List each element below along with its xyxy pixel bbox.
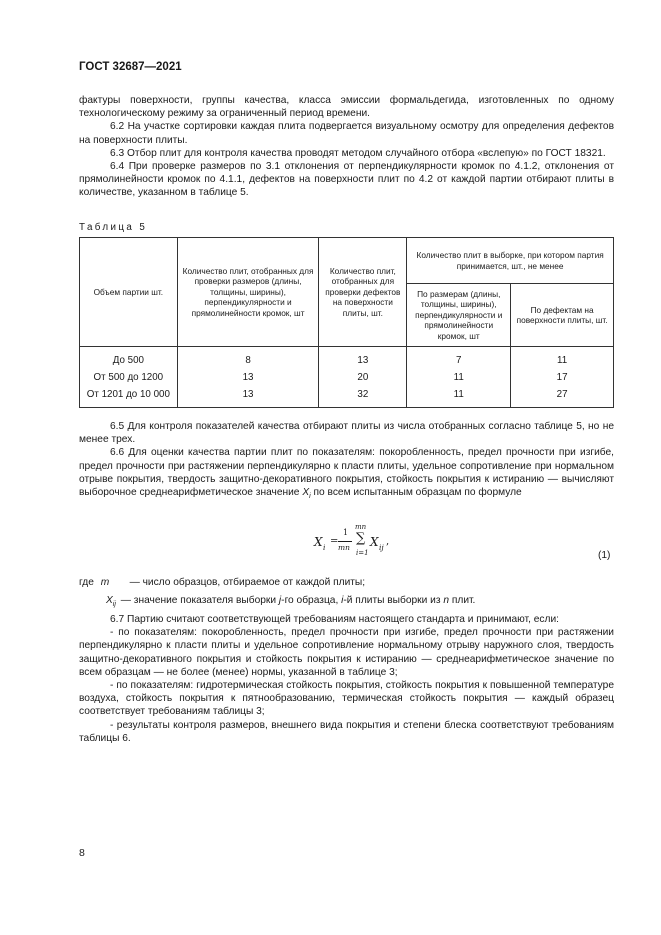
paragraph-6-6 <box>79 446 614 503</box>
header-accept-by-dimensions: По размерам (длины, толщины, ширины), перпендикулярности и прямолинейности кромок, шт <box>407 284 511 347</box>
table-5 <box>79 237 614 408</box>
table-row <box>80 369 614 386</box>
paragraph-6-5: 6.5 Для контроля показателей качества отбирают плиты из числа отобранных согласно таблице 5, но не менее трех. <box>79 421 614 446</box>
formula-rhs-sub: ij <box>379 543 384 552</box>
table-row <box>80 347 614 370</box>
table-cell: 8 <box>177 347 319 370</box>
where-m-var: m <box>100 577 110 588</box>
where-x-text-2: -го образца, <box>281 595 339 606</box>
table-row <box>80 386 614 408</box>
where-m <box>79 576 365 589</box>
paragraph-6-4: 6.4 При проверке размеров по 3.1 отклонения от перпендикулярности кромок по 4.1.2, отклонения от прямолинейности кромок по 4.1.1, дефектов на поверхности плит по 4.2 от каждой партии отбирают плиты в количестве, указанном в таблице 5. <box>79 161 614 199</box>
mean-variable-index: i <box>309 493 311 501</box>
section-6-middle <box>79 420 614 503</box>
formula-sum-symbol: ∑ <box>356 531 366 546</box>
document-header: ГОСТ 32687—2021 <box>79 61 182 73</box>
header-batch-volume: Объем партии шт. <box>80 238 178 347</box>
table-cell: 20 <box>319 369 407 386</box>
formula-number: (1) <box>598 550 611 561</box>
paragraph-6-6-text: 6.6 Для оценки качества партии плит по показателям: покоробленность, предел прочности при изгибе, предел прочности при растяжении перпендикулярно к пласти плиты, удельное сопротивление при нормальном отрыве покрытия, твердость защитно-декоративного покрытия, стойкость покрытия к истиранию — вычисляют выборочное среднеарифметическое значение <box>79 447 614 499</box>
formula-frac-num: 1 <box>343 528 349 537</box>
table-cell: 17 <box>511 369 614 386</box>
bullet-3: - результаты контроля размеров, внешнего вида покрытия и степени блеска соответствуют требованиям таблицы 6. <box>79 719 614 744</box>
where-x-j: j <box>278 595 282 606</box>
formula-comma: , <box>386 536 390 547</box>
paragraph-6-7: 6.7 Партию считают соответствующей требованиям настоящего стандарта и принимают, если: <box>110 614 559 625</box>
formula-lhs-var: X <box>314 535 323 549</box>
table-cell: До 500 <box>80 347 178 370</box>
paragraph-continuation: фактуры поверхности, группы качества, класса эмиссии формальдегида, изготовленных по одному технологическому режиму за ограниченный период времени. <box>79 95 614 120</box>
formula-sum-upper: mn <box>355 523 367 531</box>
table-cell: 11 <box>407 386 511 408</box>
table-cell: 11 <box>511 347 614 370</box>
formula-mean <box>312 523 402 561</box>
table-cell: 32 <box>319 386 407 408</box>
formula-rhs-var: X <box>370 535 379 549</box>
paragraph-6-6-tail: по всем испытанным образцам по формуле <box>313 487 522 499</box>
formula-sum-lower: i=1 <box>356 549 369 557</box>
where-x-text-1: — значение показателя выборки <box>120 595 277 606</box>
table-cell: 27 <box>511 386 614 408</box>
header-samples-for-defects: Количество плит, отобранных для проверки дефектов на поверхности плиты, шт. <box>319 238 407 347</box>
header-acceptance-group: Количество плит в выборке, при котором партия принимается, шт., не менее <box>407 238 614 284</box>
table-cell: 11 <box>407 369 511 386</box>
table-cell: 13 <box>177 386 319 408</box>
where-m-text: — число образцов, отбираемое от каждой плиты; <box>129 577 366 588</box>
header-accept-by-defects: По дефектам на поверхности плиты, шт. <box>511 284 614 347</box>
formula-equals: = <box>330 536 339 547</box>
bullet-1: - по показателям: покоробленность, предел прочности при изгибе, предел прочности при растяжении перпендикулярно к пласти плиты и удельное сопротивление нормальному отрыву наружного слоя, твердость защитно-декоративного покрытия и стойкость покрытия к истиранию — среднеарифметическое значение по всем образцам — не более (менее) нормы, указанной в таблице 3; <box>79 627 614 678</box>
where-x-var: X <box>106 595 113 606</box>
table-cell: 13 <box>177 369 319 386</box>
where-x-i: i <box>341 595 344 606</box>
mean-variable: X <box>302 487 310 499</box>
table-cell: От 500 до 1200 <box>80 369 178 386</box>
section-6-intro <box>79 94 614 200</box>
paragraph-6-2: 6.2 На участке сортировки каждая плита подвергается визуальному осмотру для определения дефектов на поверхности плиты. <box>79 121 614 146</box>
paragraph-6-3: 6.3 Отбор плит для контроля качества проводят методом случайного отбора «вслепую» по ГОСТ 18321. <box>110 147 606 159</box>
where-x-text-3: -й плиты выборки из <box>343 595 441 606</box>
table-cell: От 1201 до 10 000 <box>80 386 178 408</box>
where-x <box>106 594 475 611</box>
where-x-text-4: плит. <box>451 595 476 606</box>
table-cell: 13 <box>319 347 407 370</box>
where-intro: где <box>79 577 94 588</box>
table-cell: 7 <box>407 347 511 370</box>
bullet-2: - по показателям: гидротермическая стойкость покрытия, стойкость покрытия к повышенной температуре воздуха, стойкость покрытия к пятнообразованию, термическая стойкость покрытия — каждый образец соответствует требованиям таблицы 3; <box>79 680 614 718</box>
formula-frac-den: mn <box>338 543 350 552</box>
where-x-sub: ij <box>112 601 116 609</box>
page-number: 8 <box>79 847 85 859</box>
where-x-n: n <box>443 595 450 606</box>
section-6-7 <box>79 613 614 745</box>
header-samples-for-dimensions: Количество плит, отобранных для проверки размеров (длины, толщины, ширины), перпендикулярности и прямолинейности кромок, шт <box>177 238 319 347</box>
formula-lhs-sub: i <box>323 543 326 552</box>
table-caption: Таблица 5 <box>79 222 148 233</box>
formula-fraction-line <box>338 541 352 542</box>
